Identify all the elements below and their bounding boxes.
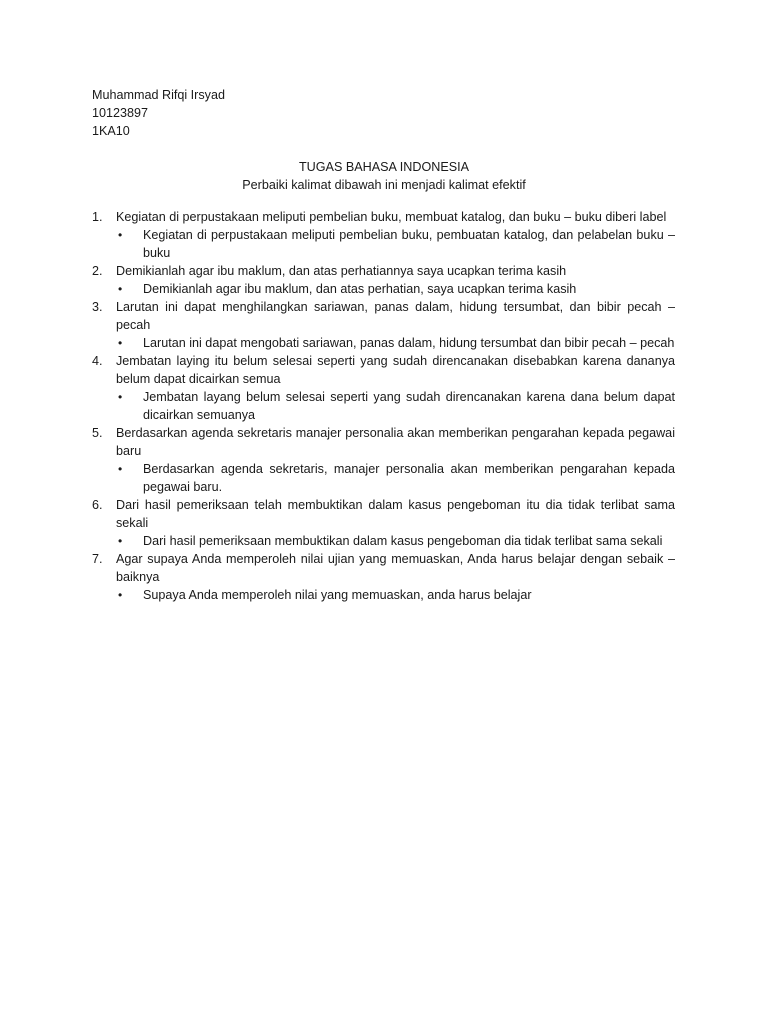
- answer-text: Larutan ini dapat mengobati sariawan, panas dalam, hidung tersumbat dan bibir pecah – pecah: [143, 336, 675, 350]
- answer-item: [92, 388, 675, 424]
- item-number: 2.: [92, 264, 103, 278]
- exercise-list: [92, 208, 675, 604]
- bullet-icon: •: [118, 390, 123, 404]
- item-text: Agar supaya Anda memperoleh nilai ujian yang memuaskan, Anda harus belajar dengan sebaik – baiknya: [116, 552, 675, 584]
- answer-text: Jembatan layang belum selesai seperti yang sudah direncanakan karena dana belum dapat dicairkan semuanya: [143, 390, 675, 422]
- item-text: Kegiatan di perpustakaan meliputi pembelian buku, membuat katalog, dan buku – buku diberi label: [116, 210, 667, 224]
- list-item: [92, 496, 675, 532]
- bullet-icon: •: [118, 336, 123, 350]
- item-number: 1.: [92, 210, 103, 224]
- item-number: 5.: [92, 426, 103, 440]
- document-subtitle: Perbaiki kalimat dibawah ini menjadi kalimat efektif: [242, 178, 526, 192]
- answer-item: [92, 586, 675, 604]
- bullet-icon: •: [118, 588, 123, 602]
- answer-item: [92, 532, 675, 550]
- item-text: Berdasarkan agenda sekretaris manajer personalia akan memberikan pengarahan kepada pegawai baru: [116, 426, 675, 458]
- title-block: [0, 158, 768, 194]
- list-item: [92, 298, 675, 334]
- list-item: [92, 262, 675, 280]
- answer-item: [92, 280, 675, 298]
- student-number: 10123897: [92, 106, 149, 120]
- list-item: [92, 550, 675, 586]
- item-number: 7.: [92, 552, 103, 566]
- class-code: 1KA10: [92, 124, 130, 138]
- item-text: Demikianlah agar ibu maklum, dan atas perhatiannya saya ucapkan terima kasih: [116, 264, 567, 278]
- answer-text: Dari hasil pemeriksaan membuktikan dalam kasus pengeboman dia tidak terlibat sama sekali: [143, 534, 663, 548]
- answer-text: Kegiatan di perpustakaan meliputi pembelian buku, pembuatan katalog, dan pelabelan buku – buku: [143, 228, 675, 260]
- item-text: Larutan ini dapat menghilangkan sariawan, panas dalam, hidung tersumbat, dan bibir pecah – pecah: [116, 300, 675, 332]
- answer-item: [92, 226, 675, 262]
- item-text: Jembatan laying itu belum selesai seperti yang sudah direncanakan disebabkan karena dananya belum dapat dicairkan semua: [116, 354, 675, 386]
- list-item: [92, 208, 675, 226]
- document-title: TUGAS BAHASA INDONESIA: [298, 160, 470, 174]
- answer-item: [92, 334, 675, 352]
- item-number: 3.: [92, 300, 103, 314]
- author-header: [92, 86, 225, 140]
- bullet-icon: •: [118, 282, 123, 296]
- bullet-icon: •: [118, 534, 123, 548]
- answer-item: [92, 460, 675, 496]
- answer-text: Demikianlah agar ibu maklum, dan atas perhatian, saya ucapkan terima kasih: [143, 282, 577, 296]
- answer-text: Berdasarkan agenda sekretaris, manajer personalia akan memberikan pengarahan kepada pegawai baru.: [143, 462, 675, 494]
- item-number: 6.: [92, 498, 103, 512]
- bullet-icon: •: [118, 228, 123, 242]
- bullet-icon: •: [118, 462, 123, 476]
- answer-text: Supaya Anda memperoleh nilai yang memuaskan, anda harus belajar: [143, 588, 532, 602]
- item-text: Dari hasil pemeriksaan telah membuktikan dalam kasus pengeboman itu dia tidak terlibat sama sekali: [116, 498, 675, 530]
- list-item: [92, 352, 675, 388]
- item-number: 4.: [92, 354, 103, 368]
- list-item: [92, 424, 675, 460]
- author-name: Muhammad Rifqi Irsyad: [92, 88, 225, 102]
